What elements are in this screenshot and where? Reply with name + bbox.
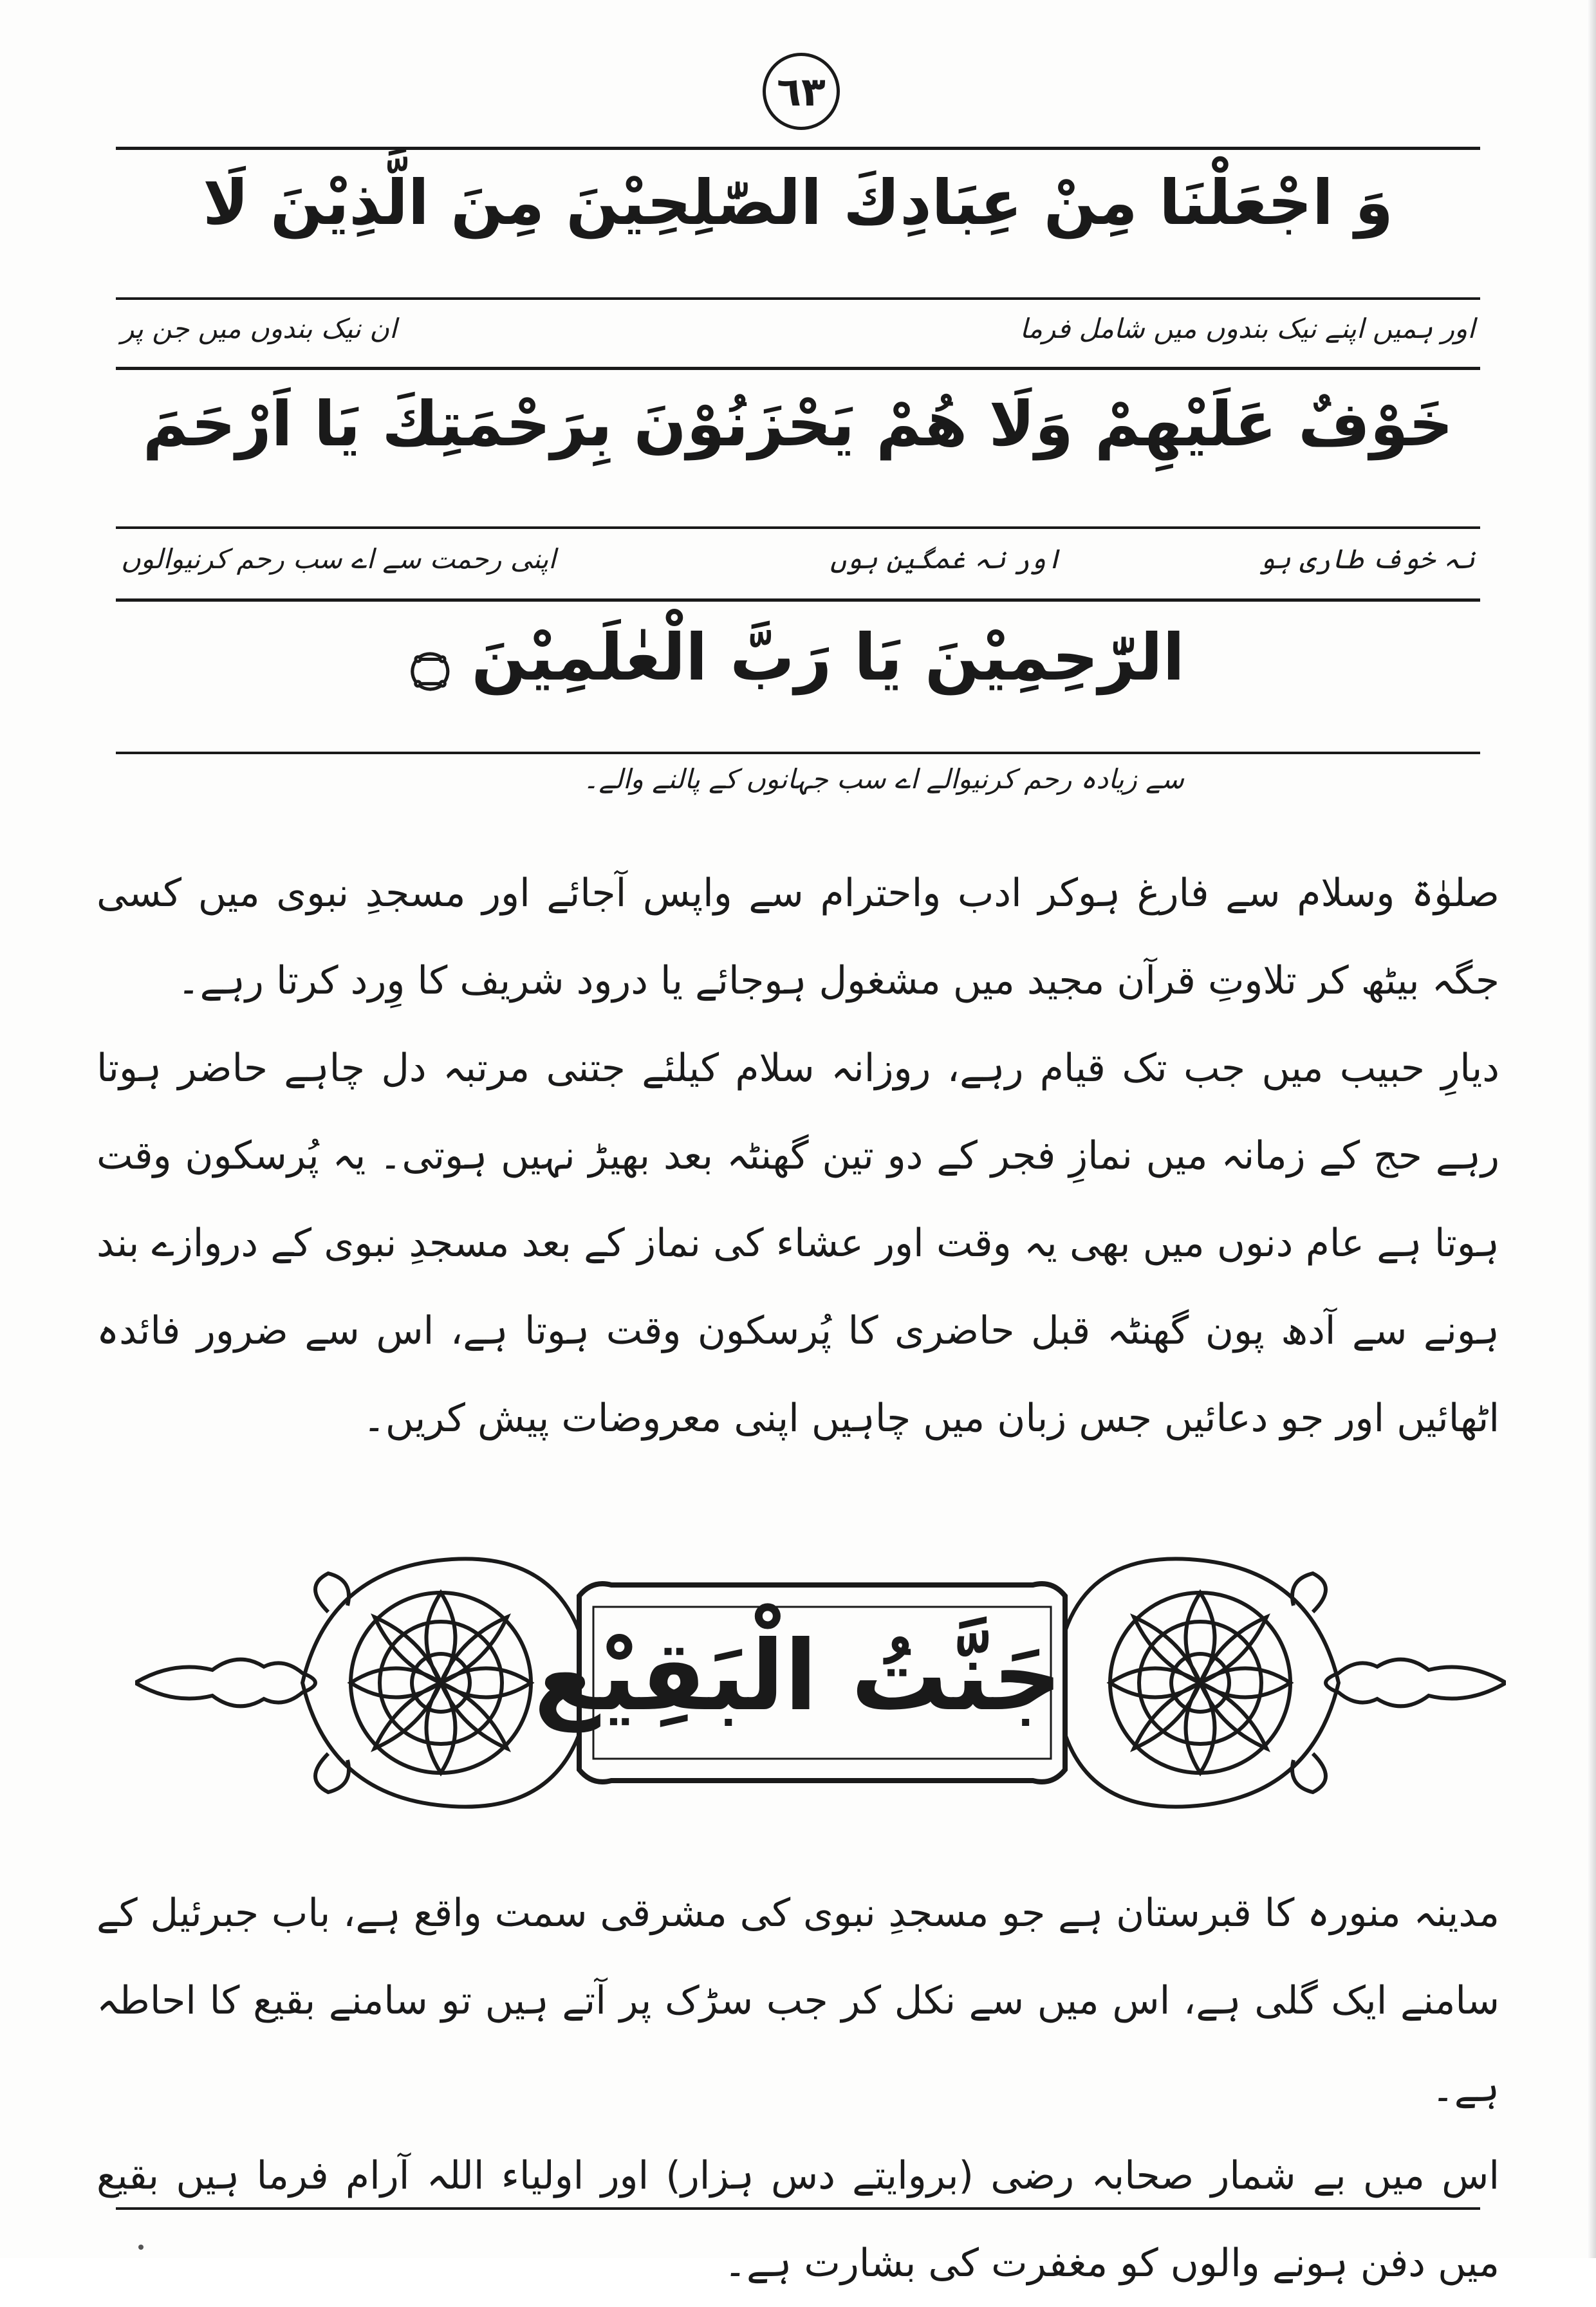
paragraph-3: مدینہ منورہ کا قبرستان ہے جو مسجدِ نبوی کی مشرقی سمت واقع ہے، باب جبرئیل کے سامنے ایک گلی ہے، اس میں سے نکل کر جب سڑک پر آتے ہیں تو سامنے بقیع کا احاطہ ہے۔ xyxy=(97,1891,1499,2111)
verse-line-2: خَوْفٌ عَلَيْهِمْ وَلَا هُمْ يَحْزَنُوْنَ بِرَحْمَتِكَ يَا اَرْحَمَ xyxy=(142,388,1454,460)
paragraph-block-2 xyxy=(97,1869,1499,2307)
rule-5 xyxy=(116,752,1480,754)
translation-1-right: اور ہمیں اپنے نیک بندوں میں شامل فرما xyxy=(1019,313,1475,344)
rule-4 xyxy=(116,598,1480,602)
section-title: جَنَّتُ الْبَقِيْع xyxy=(534,1620,1062,1732)
rule-1 xyxy=(116,297,1480,300)
translation-line-2 xyxy=(116,543,1480,584)
page-number-text: ٦٣ xyxy=(777,68,826,115)
paragraph-4: اس میں بے شمار صحابہ رضی (بروایتے دس ہزار) اور اولیاء اللہ آرام فرما ہیں بقیع میں دفن ہونے والوں کو مغفرت کی بشارت ہے۔ xyxy=(97,2153,1499,2286)
verse-line-1: وَ اجْعَلْنَا مِنْ عِبَادِكَ الصّٰلِحِيْنَ مِنَ الَّذِيْنَ لَا xyxy=(203,167,1393,239)
translation-line-3 xyxy=(116,763,1480,804)
scan-speck xyxy=(138,2245,144,2250)
paragraph-block-1 xyxy=(97,849,1499,1462)
translation-2-right: نہ خوف طاری ہو xyxy=(1259,543,1475,575)
translation-1-left: ان نیک بندوں میں جن پر xyxy=(121,313,397,344)
paragraph-2: دیارِ حبیب میں جب تک قیام رہے، روزانہ سلام کیلئے جتنی مرتبہ دل چاہے حاضر ہوتا رہے حج کے زمانہ میں نمازِ فجر کے دو تین گھنٹہ بعد بھیڑ نہیں ہوتی۔ یہ پُرسکون وقت ہوتا ہے عام دنوں میں بھی یہ وقت اور عشاء کی نماز کے بعد مسجدِ نبوی کے دروازے بند ہونے سے آدھ پون گھنٹہ قبل حاضری کا پُرسکون وقت ہوتا ہے، اس سے ضرور فائدہ اٹھائیں اور جو دعائیں جس زبان میں چاہیں اپنی معروضات پیش کریں۔ xyxy=(97,1046,1499,1441)
verse-line-3: الرّٰحِمِيْنَ يَا رَبَّ الْعٰلَمِيْنَ ۝ xyxy=(411,620,1185,695)
rule-top xyxy=(116,147,1480,150)
page-edge-shadow xyxy=(1587,0,1596,2258)
translation-line-1 xyxy=(116,315,1480,354)
translation-2-left: اپنی رحمت سے اے سب رحم کرنیوالوں xyxy=(121,543,556,575)
rule-2 xyxy=(116,367,1480,370)
page-number xyxy=(763,53,840,130)
paragraph-1: صلوٰۃ وسلام سے فارغ ہوکر ادب واحترام سے واپس آجائے اور مسجدِ نبوی میں کسی جگہ بیٹھ کر تلاوتِ قرآن مجید میں مشغول ہوجائے یا درود شریف کا وِرد کرتا رہے۔ xyxy=(97,871,1499,1003)
rule-3 xyxy=(116,526,1480,529)
translation-2-center: اور نہ غمگین ہوں xyxy=(830,543,1062,575)
translation-3-text: سے زیادہ رحم کرنیوالے اے سب جہانوں کے پالنے والے۔ xyxy=(583,763,1184,795)
